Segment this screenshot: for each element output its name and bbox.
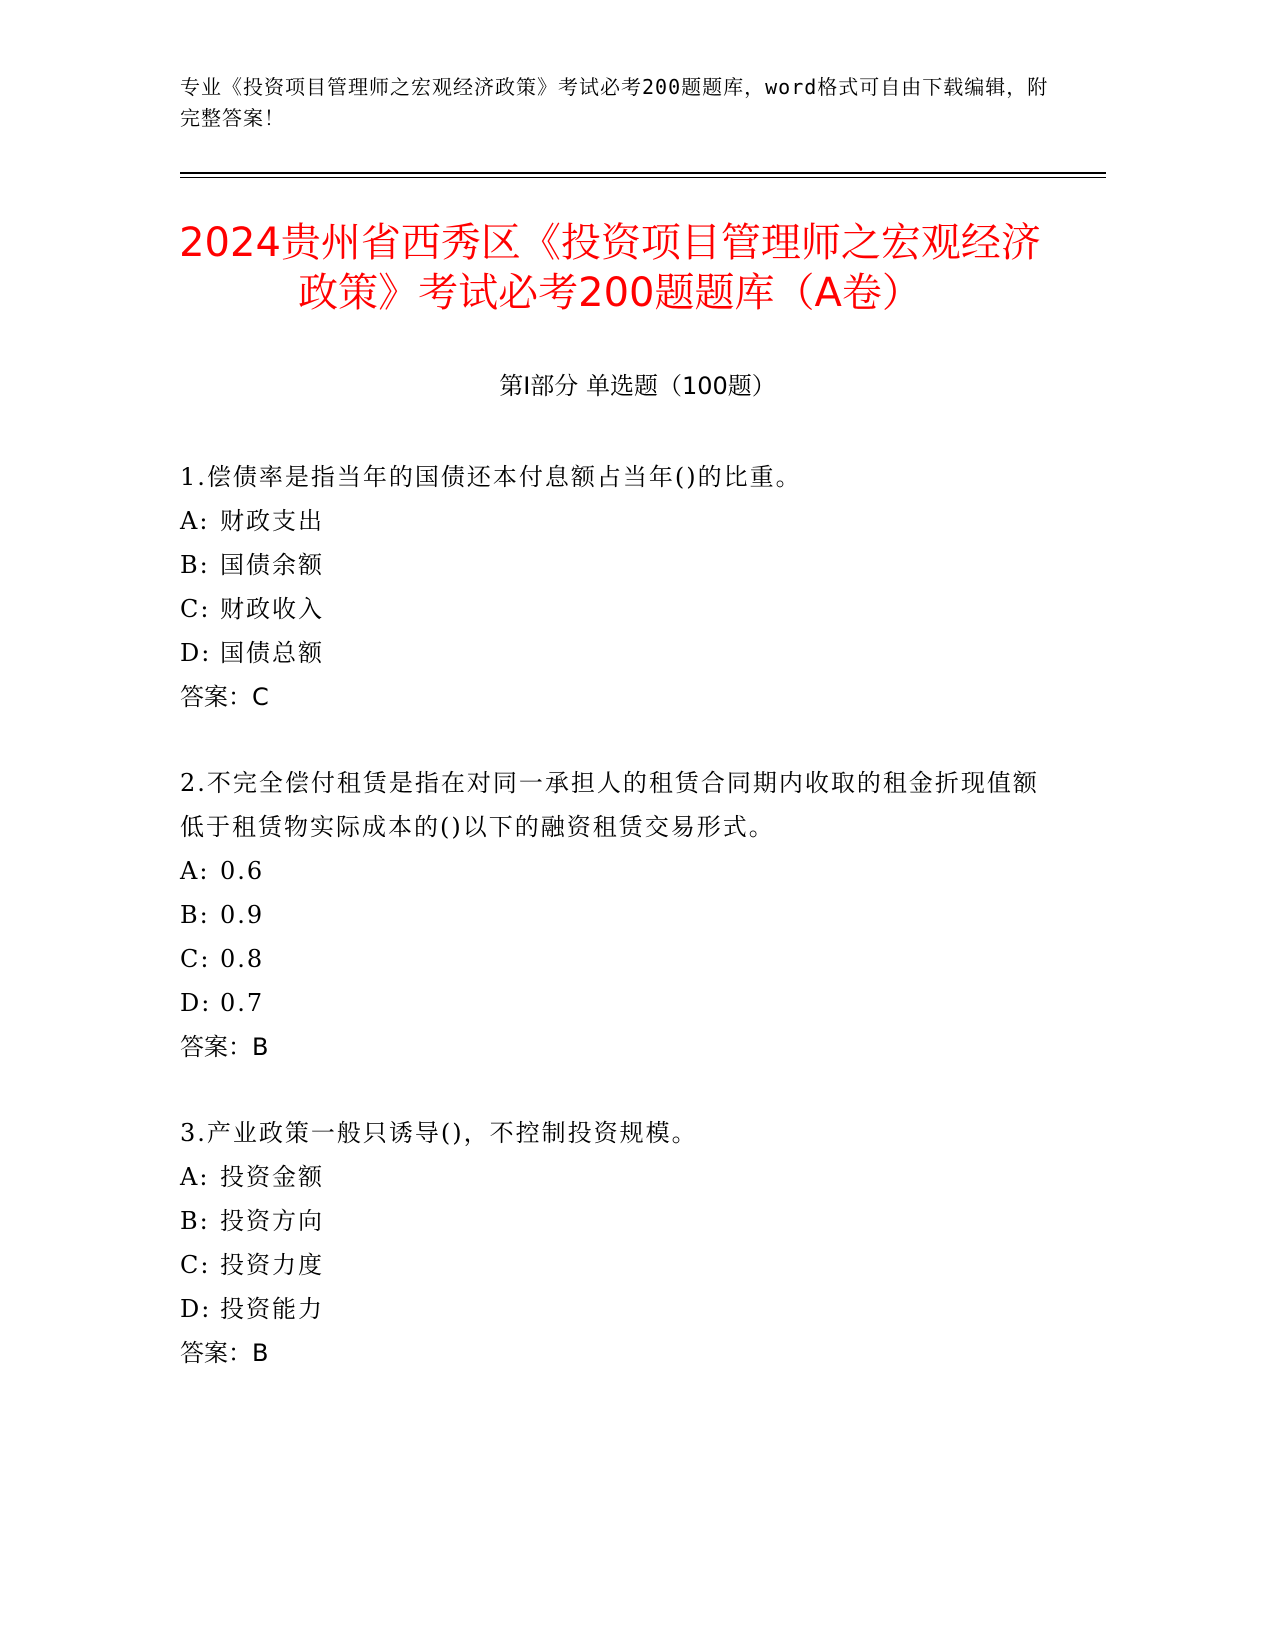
option-text: 投资能力: [220, 1295, 324, 1323]
option-a: [180, 499, 1060, 543]
question-3: [180, 1111, 1060, 1375]
option-letter: A:: [180, 507, 210, 535]
option-text: 财政支出: [220, 507, 324, 535]
option-c: [180, 587, 1060, 631]
question-2: [180, 761, 1060, 1069]
option-d: [180, 1287, 1060, 1331]
option-letter: D:: [180, 639, 212, 667]
document-title: 2024贵州省西秀区《投资项目管理师之宏观经济政策》考试必考200题题库（A卷）: [179, 220, 1041, 316]
option-b: [180, 893, 1060, 937]
option-text: 国债总额: [220, 639, 324, 667]
option-text: 国债余额: [220, 551, 324, 579]
option-letter: B:: [180, 1207, 210, 1235]
option-text: 0.9: [220, 901, 265, 929]
question-stem: 3.产业政策一般只诱导()，不控制投资规模。: [180, 1119, 698, 1147]
header-divider-thin: [180, 177, 1106, 178]
option-text: 0.6: [220, 857, 265, 885]
answer-line: 答案：B: [180, 1339, 269, 1367]
option-a: [180, 1155, 1060, 1199]
option-text: 0.7: [220, 989, 265, 1017]
option-a: [180, 849, 1060, 893]
option-text: 投资金额: [220, 1163, 324, 1191]
option-letter: D:: [180, 989, 212, 1017]
option-c: [180, 1243, 1060, 1287]
answer-line: 答案：C: [180, 683, 269, 711]
option-letter: A:: [180, 1163, 210, 1191]
option-letter: A:: [180, 857, 210, 885]
option-letter: B:: [180, 551, 210, 579]
header-note: 专业《投资项目管理师之宏观经济政策》考试必考200题题库，word格式可自由下载编辑，附完整答案！: [180, 75, 1049, 130]
option-letter: C:: [180, 595, 211, 623]
option-letter: C:: [180, 945, 211, 973]
question-stem: 1.偿债率是指当年的国债还本付息额占当年()的比重。: [180, 463, 802, 491]
option-letter: D:: [180, 1295, 212, 1323]
question-list: [180, 455, 1060, 1417]
option-letter: C:: [180, 1251, 211, 1279]
option-text: 0.8: [220, 945, 265, 973]
option-text: 投资方向: [220, 1207, 324, 1235]
answer-line: 答案：B: [180, 1033, 269, 1061]
option-d: [180, 981, 1060, 1025]
section-heading: 第I部分 单选题（100题）: [499, 372, 776, 400]
option-b: [180, 1199, 1060, 1243]
option-text: 投资力度: [220, 1251, 324, 1279]
option-b: [180, 543, 1060, 587]
option-text: 财政收入: [220, 595, 324, 623]
option-c: [180, 937, 1060, 981]
question-stem: 2.不完全偿付租赁是指在对同一承担人的租赁合同期内收取的租金折现值额低于租赁物实际成本的()以下的融资租赁交易形式。: [180, 769, 1039, 841]
option-letter: B:: [180, 901, 210, 929]
question-1: [180, 455, 1060, 719]
header-divider-thick: [180, 172, 1106, 174]
option-d: [180, 631, 1060, 675]
